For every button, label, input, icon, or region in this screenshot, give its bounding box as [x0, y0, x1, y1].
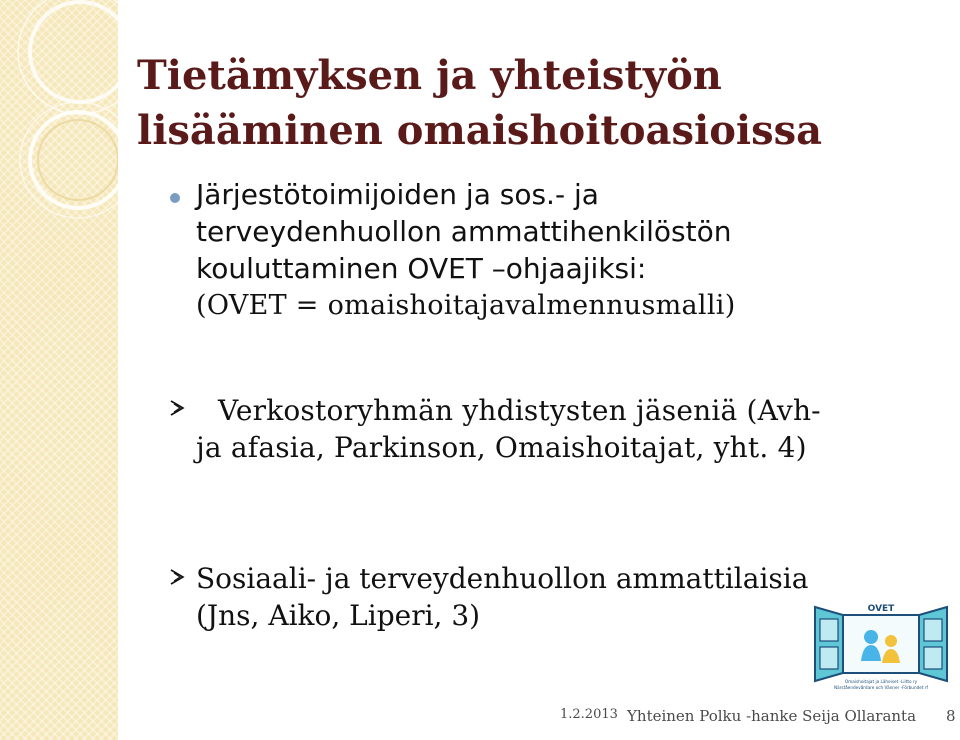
title-line-1: Tietämyksen ja yhteistyön — [137, 52, 722, 99]
ovet-logo — [811, 601, 951, 695]
bullet-3-line-2: (Jns, Aiko, Liperi, 3) — [196, 599, 481, 632]
bullet-dot-icon — [170, 193, 180, 203]
arrow-bullet-icon — [168, 398, 188, 418]
bullet-1-line-3: kouluttaminen OVET –ohjaajiksi: — [196, 252, 647, 285]
footer-text: Yhteinen Polku -hanke Seija Ollaranta — [627, 707, 917, 725]
bullet-2 — [196, 392, 821, 466]
logo-caption-1: Omaishoitajat ja Läheiset -Liitto ry — [844, 679, 918, 684]
bullet-1-line-4: (OVET = omaishoitajavalmennusmalli) — [196, 290, 736, 321]
bullet-1-line-2: terveydenhuollon ammattihenkilöstön — [196, 215, 732, 248]
title-line-2: lisääminen omaishoitoasioissa — [137, 107, 823, 154]
slide-title — [137, 48, 937, 158]
page-number: 8 — [946, 707, 956, 725]
bullet-2-line-1: Verkostoryhmän yhdistysten jäseniä (Avh- — [218, 394, 821, 427]
logo-caption-2: Närståendevårdare och Vänner -Förbundet rf — [833, 685, 929, 690]
bullet-1-line-1: Järjestötoimijoiden ja sos.- ja — [196, 178, 599, 211]
bullet-1 — [196, 176, 736, 324]
arrow-bullet-icon — [168, 567, 188, 587]
logo-title: OVET — [867, 604, 895, 614]
bullet-3 — [196, 560, 808, 634]
footer-date: 1.2.2013 — [560, 707, 618, 722]
bullet-2-line-2: ja afasia, Parkinson, Omaishoitajat, yht. 4) — [196, 431, 807, 464]
bullet-3-line-1: Sosiaali- ja terveydenhuollon ammattilaisia — [196, 562, 809, 595]
